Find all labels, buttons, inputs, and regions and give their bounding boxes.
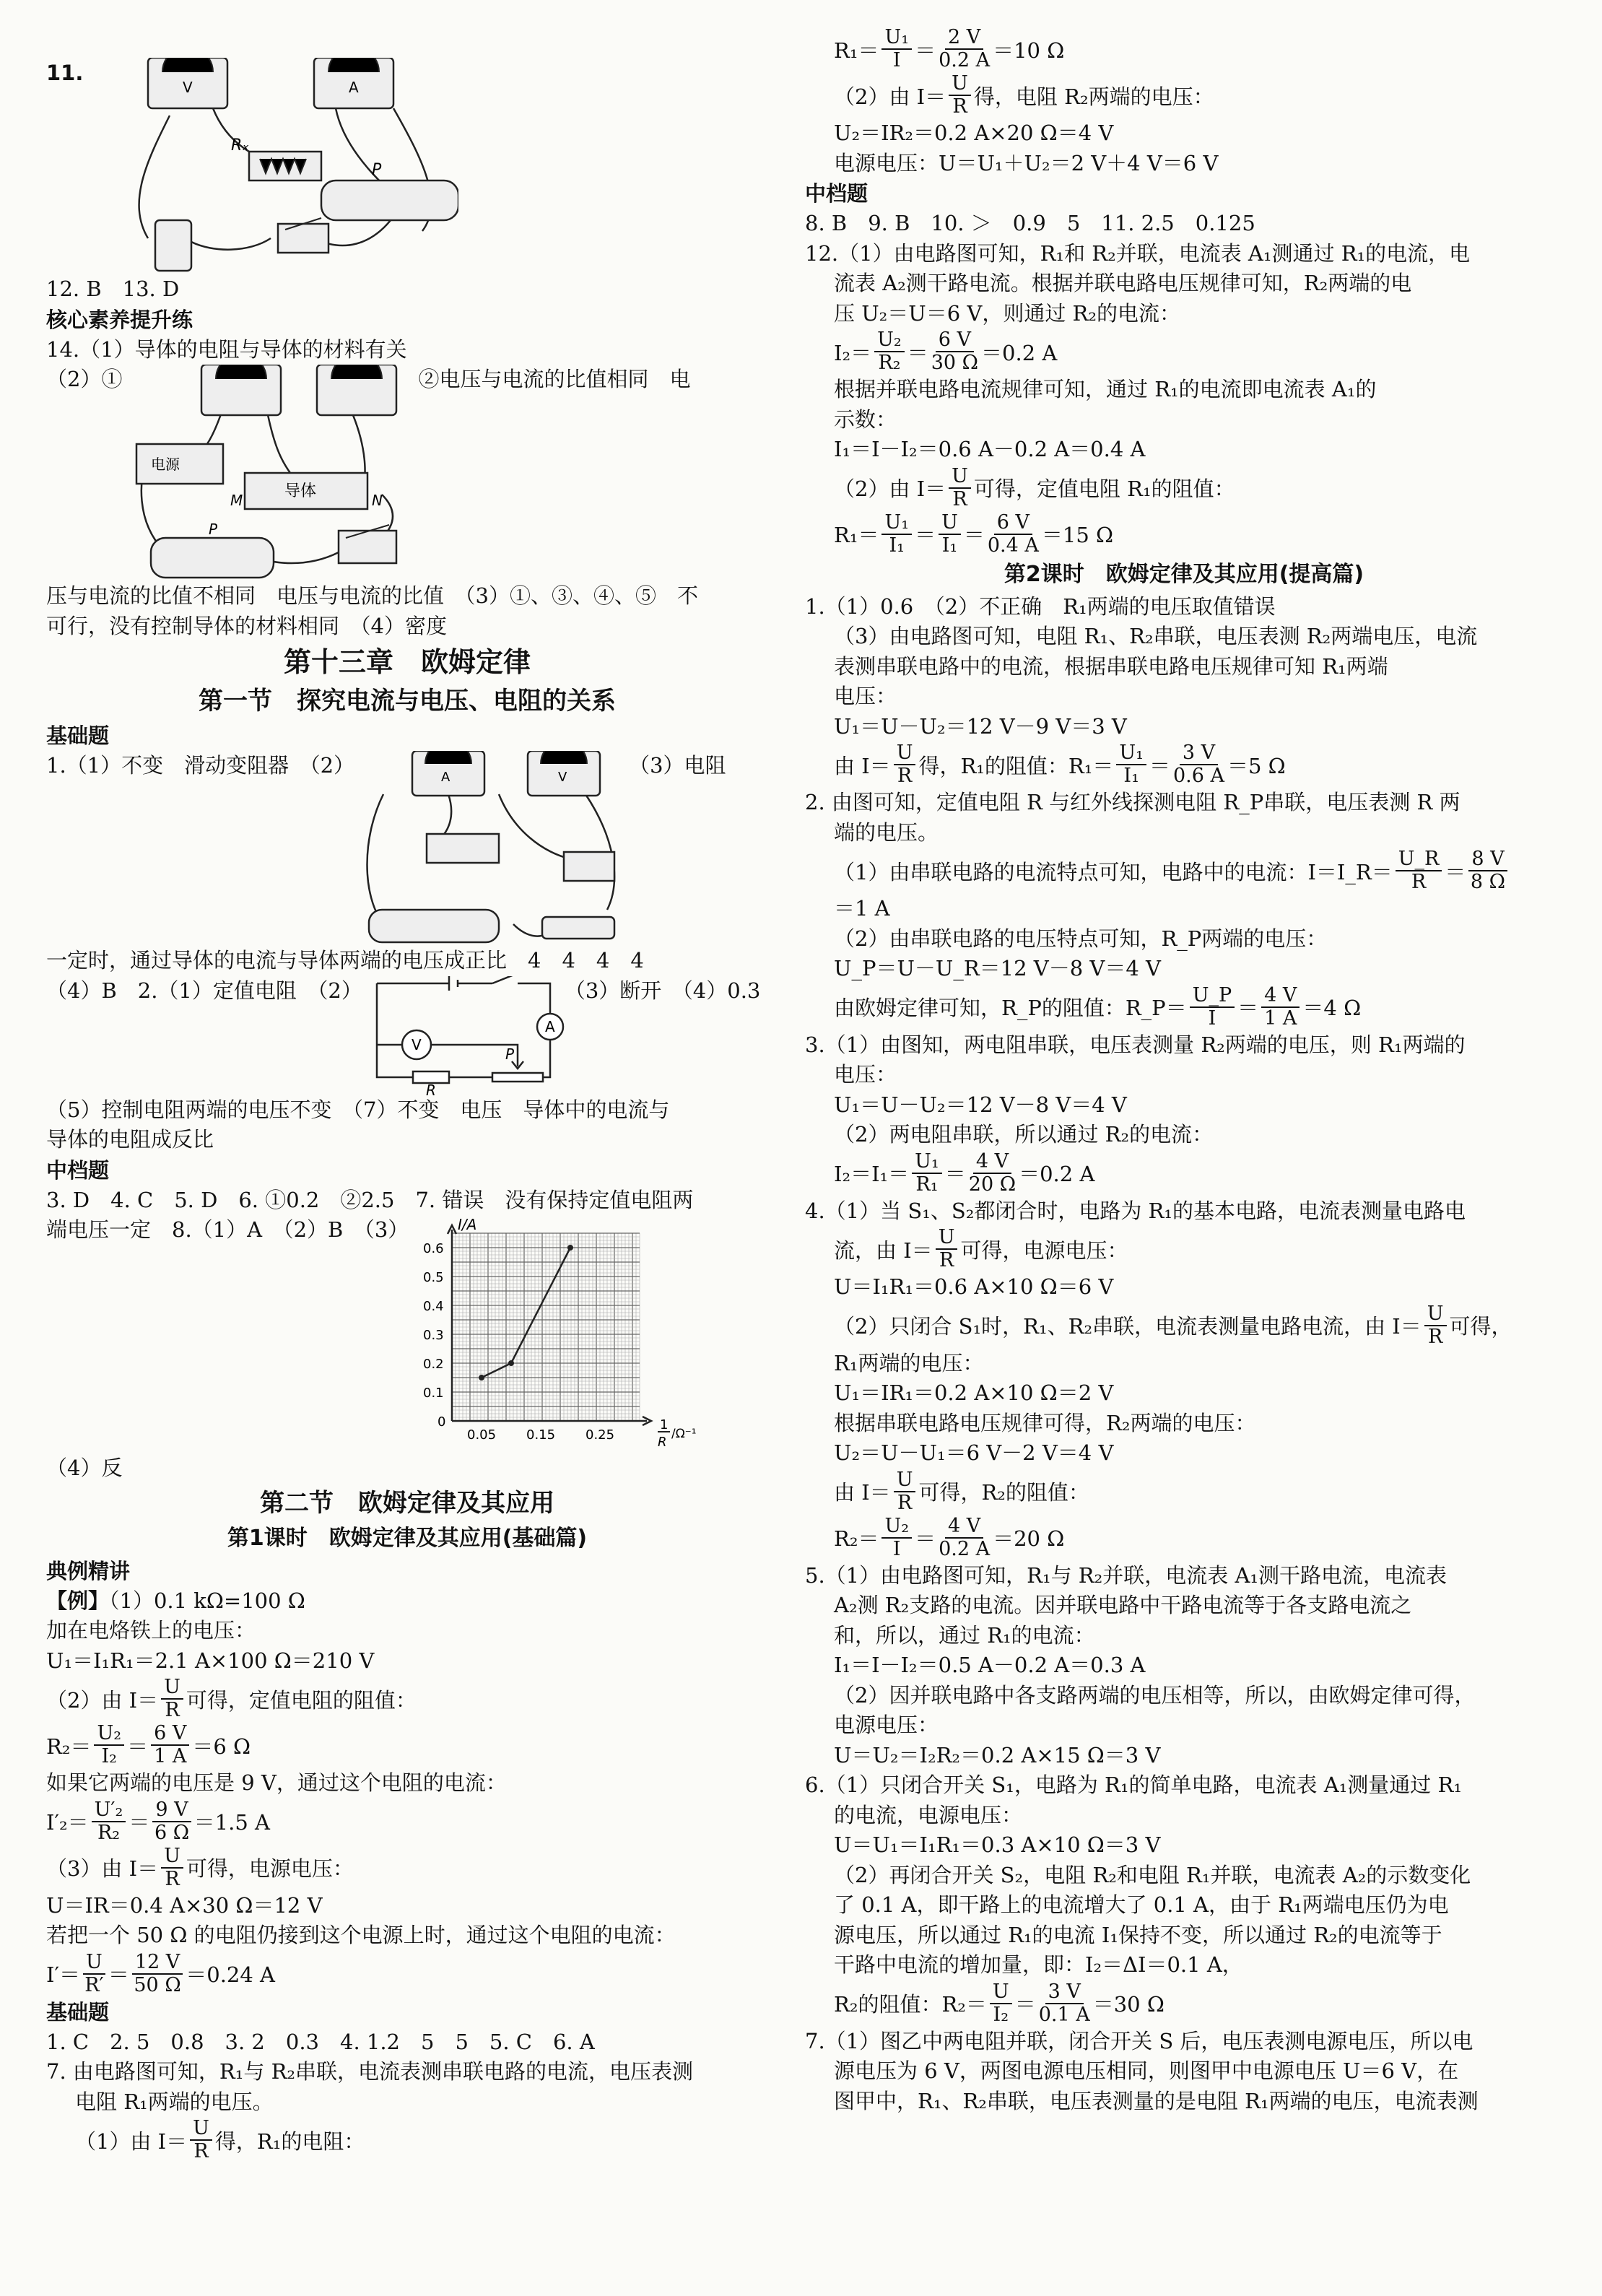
fraction — [931, 329, 978, 374]
fraction-numerator: 4 V — [973, 1151, 1011, 1174]
p16: U₁＝U－U₂＝12 V－8 V＝4 V — [834, 1092, 1127, 1117]
r7: 流表 A₂测干路电流。根据并联电路电压规律可知，R₂两端的电 — [834, 271, 1412, 295]
fraction-numerator: U₂ — [874, 329, 905, 352]
q11-voltmeter-label: V — [183, 79, 193, 96]
y-tick-label: 0.6 — [423, 1241, 444, 1256]
p25: 根据串联电路电压规律可得，R₂两端的电压： — [834, 1410, 1256, 1435]
fraction-numerator: U — [894, 1469, 916, 1492]
lesson2-title: 第2课时 欧姆定律及其应用(提高篇) — [1004, 561, 1364, 587]
b2-voltmeter-label: V — [411, 1035, 422, 1053]
fraction-denominator: R₂ — [878, 352, 901, 374]
fraction — [1116, 742, 1146, 787]
r8: 压 U₂＝U＝6 V，则通过 R₂的电流： — [834, 300, 1181, 326]
fraction — [1396, 848, 1442, 893]
fraction-numerator: 3 V — [1180, 742, 1218, 765]
p33: （2）因并联电路中各支路两端的电压相等，所以，由欧姆定律可得， — [834, 1682, 1476, 1708]
fraction-numerator: U — [161, 1677, 183, 1700]
q14-conductor-label: 导体 — [284, 482, 317, 500]
fraction-numerator: U₁ — [1116, 742, 1146, 765]
fraction — [1173, 742, 1224, 787]
section1-title: 第一节 探究电流与电压、电阻的关系 — [199, 687, 616, 716]
fraction-denominator: 0.2 A — [939, 1537, 991, 1560]
q11-rx-label: Rₓ — [231, 136, 250, 155]
fraction-numerator: U₁ — [912, 1151, 942, 1174]
q14-1: 14.（1）导体的电阻与导体的材料有关 — [46, 336, 407, 362]
fraction-denominator: I₁ — [889, 534, 905, 557]
q14-n-label: N — [372, 492, 383, 509]
ex5-line: R₂＝ $\frac{\text{U₂}}{\text{I₂}}$ ＝ $\frac{6 V}{1 A}$ ＝6 Ω — [46, 1722, 251, 1767]
section-basic: 基础题 — [46, 723, 110, 748]
fraction — [1190, 985, 1235, 1030]
graph-x-label-unit: /Ω⁻¹ — [671, 1427, 697, 1441]
m2-row — [46, 1215, 768, 1453]
fraction-numerator: 8 V — [1468, 848, 1507, 871]
x-tick-label: 0.15 — [526, 1427, 556, 1443]
fraction — [1039, 1981, 1090, 2026]
fraction-denominator: R — [952, 487, 967, 510]
q11-number: 11. — [46, 61, 84, 85]
p3: 表测串联电路中的电流，根据串联电路电压规律可知 R₁两端 — [834, 653, 1388, 679]
fraction-denominator: R — [1427, 1325, 1443, 1348]
b1-2: 一定时，通过导体的电流与导体两端的电压成正比 4 4 4 4 — [46, 948, 644, 973]
p43-line: R₂的阻值：R₂＝ $\frac{U}{\text{I₂}}$ ＝ $\frac{3 V}{0.1 A}$ ＝30 Ω — [834, 1980, 1165, 2026]
r14-line: R₁＝ $\frac{\text{U₁}}{\text{I₁}}$ ＝ $\frac{U}{\text{I₁}}$ ＝ $\frac{6 V}{0.4 A}$ ＝15 Ω — [834, 510, 1114, 557]
p6-line: 由 I＝ $\frac{U}{R}$ 得，R₁的阻值：R₁＝ $\frac{\text{U₁}}{\text{I₁}}$ ＝ $\frac{3 V}{0.6 A}$ ＝5 Ω — [834, 742, 1286, 787]
p22-line: （2）只闭合 S₁时，R₁、R₂串联，电流表测量电路电流，由 I＝ $\frac{U}{R}$ 可得， — [834, 1302, 1512, 1348]
r12: I₁＝I－I₂＝0.6 A－0.2 A＝0.4 A — [834, 437, 1146, 461]
q11-ammeter-label: A — [349, 79, 360, 96]
fraction-denominator: 1 A — [154, 1745, 187, 1767]
data-point — [567, 1245, 573, 1251]
p20-line: 流，由 I＝ $\frac{U}{R}$ 可得，电源电压： — [834, 1226, 1128, 1271]
fraction-numerator: U — [161, 1845, 183, 1869]
right-section-mid: 中档题 — [805, 181, 869, 206]
graph-grid — [452, 1233, 640, 1421]
p37: 的电流，电源电压： — [834, 1802, 1023, 1827]
p4: 电压： — [834, 684, 897, 708]
p1: 1.（1）0.6 （2）不正确 R₁两端的电压取值错误 — [805, 593, 1276, 619]
bb1: 1. C 2. 5 0.8 3. 2 0.3 4. 1.2 5 5 5. C 6. A — [46, 2029, 595, 2054]
q14-circuit-figure — [122, 365, 418, 581]
q14-row — [46, 365, 768, 581]
b1-circuit-figure — [354, 751, 629, 946]
fraction — [990, 1981, 1012, 2026]
b1-3: （4）B 2.（1）定值电阻 （2） — [46, 978, 362, 1003]
p28-line: R₂＝ $\frac{\text{U₂}}{I}$ ＝ $\frac{4 V}{0.2 A}$ ＝20 Ω — [834, 1514, 1065, 1560]
fraction-denominator: R — [165, 1867, 180, 1890]
p9-line: （1）由串联电路的电流特点可知，电路中的电流：I＝I_R＝ $\frac{U\_R}{R}$ ＝ $\frac{8 V}{8 \Omega}$ — [805, 848, 1563, 894]
bb2: 7. 由电路图可知，R₁与 R₂串联，电流表测串联电路的电流，电压表测 — [46, 2059, 694, 2084]
fraction-numerator: U — [1424, 1303, 1447, 1326]
p40: 了 0.1 A，即干路上的电流增大了 0.1 A，由于 R₁两端电压仍为电 — [834, 1892, 1449, 1917]
b1-ammeter-label: A — [441, 770, 450, 785]
fraction — [151, 1723, 189, 1767]
p24: U₁＝IR₁＝0.2 A×10 Ω＝2 V — [834, 1380, 1114, 1405]
fraction-numerator: 6 V — [936, 329, 974, 352]
fraction-denominator: I₁ — [1123, 765, 1139, 787]
fraction — [939, 27, 990, 71]
q14-2a: （2）① — [46, 367, 123, 391]
ex8-line: （3）由 I＝ $\frac{U}{R}$ 可得，电源电压： — [46, 1844, 354, 1890]
fraction-numerator: U_R — [1396, 848, 1442, 871]
p15: 电压： — [834, 1062, 897, 1087]
m1: 3. D 4. C 5. D 6. ①0.2 ②2.5 7. 错误 没有保持定值电阻两 — [46, 1187, 694, 1212]
fraction-numerator: 6 V — [994, 512, 1032, 535]
left-column — [46, 58, 768, 2163]
fraction-denominator: R — [193, 2140, 209, 2162]
y-tick-label: 0.1 — [423, 1386, 444, 1401]
p23: R₁两端的电压： — [834, 1350, 984, 1375]
fraction-numerator: U_P — [1190, 985, 1235, 1008]
ex9: U＝IR＝0.4 A×30 Ω＝12 V — [46, 1892, 323, 1918]
p29: 5.（1）由电路图可知，R₁与 R₂并联，电流表 A₁测干路电流，电流表 — [805, 1562, 1448, 1588]
q14-2b: ②电压与电流的比值相同 电 — [418, 367, 691, 391]
fraction-denominator: 50 Ω — [134, 1973, 181, 1996]
b1-3-row — [46, 976, 768, 1095]
fraction-numerator: U — [949, 466, 971, 489]
ex7-line: I′₂＝ $\frac{\text{U′₂}}{\text{R₂}}$ ＝ $\frac{9 V}{6 \Omega}$ ＝1.5 A — [46, 1798, 270, 1844]
fraction — [94, 1723, 124, 1767]
fraction-denominator: I₂ — [101, 1745, 118, 1767]
fraction-denominator: 0.4 A — [987, 534, 1039, 557]
x-tick-label: 0.25 — [585, 1427, 615, 1443]
p11: （2）由串联电路的电压特点可知，R_P两端的电压： — [834, 926, 1328, 951]
ex1-line — [46, 1586, 768, 1617]
r2-line: （2）由 I＝ $\frac{U}{R}$ 得，电阻 R₂两端的电压： — [834, 72, 1214, 118]
r1-line: R₁＝ $\frac{\text{U₁}}{I}$ ＝ $\frac{2 V}{0.2 A}$ ＝10 Ω — [834, 26, 1065, 71]
fraction-numerator: 2 V — [945, 27, 983, 50]
r9-line: I₂＝ $\frac{\text{U₂}}{\text{R₂}}$ ＝ $\frac{6 V}{30 \Omega}$ ＝0.2 A — [834, 329, 1058, 374]
ex1: （1）0.1 kΩ=100 Ω — [109, 1588, 305, 1613]
fraction-u-over-r — [161, 1845, 183, 1890]
p32: I₁＝I－I₂＝0.5 A－0.2 A＝0.3 A — [834, 1653, 1146, 1677]
fraction-denominator: 0.6 A — [1172, 765, 1225, 787]
fraction-numerator: U — [190, 2118, 212, 2141]
i-vs-1-over-r-graph — [409, 1215, 712, 1453]
fraction — [939, 512, 961, 557]
bb4-line: （1）由 I＝ $\frac{U}{R}$ 得，R₁的电阻： — [75, 2117, 365, 2162]
p45: 源电压为 6 V，两图电源电压相同，则图甲中电源电压 U＝6 V，在 — [834, 2058, 1459, 2083]
fraction-denominator: R₂ — [97, 1821, 121, 1844]
fraction-numerator: 4 V — [1261, 985, 1300, 1008]
fraction-numerator: 4 V — [945, 1516, 983, 1539]
p12: U_P＝U－U_R＝12 V－8 V＝4 V — [834, 956, 1161, 980]
q14-3: 压与电流的比值不相同 电压与电流的比值 （3）①、③、④、⑤ 不 — [46, 583, 698, 608]
fraction-denominator: 0.2 A — [939, 49, 991, 71]
p7: 2. 由图可知，定值电阻 R 与红外线探测电阻 R_P串联，电压表测 R 两 — [805, 790, 1460, 814]
fraction-u-over-r — [894, 1469, 916, 1514]
right-column — [805, 26, 1563, 2116]
p18-line: I₂＝I₁＝ $\frac{\text{U₁}}{\text{R₁}}$ ＝ $\frac{4 V}{20 \Omega}$ ＝0.2 A — [834, 1149, 1095, 1196]
m2: 端电压一定 8.（1）A （2）B （3） — [46, 1217, 409, 1242]
b2-ammeter-label: A — [544, 1017, 555, 1035]
fraction-numerator: 6 V — [151, 1723, 189, 1746]
fraction-numerator: U — [939, 512, 961, 535]
p14: 3.（1）由图知，两电阻串联，电压表测量 R₂两端的电压，则 R₁两端的 — [805, 1032, 1466, 1057]
p42: 干路中电流的增加量，即：I₂＝ΔI＝0.1 A， — [834, 1952, 1243, 1977]
fraction — [92, 1799, 126, 1844]
p41: 源电压，所以通过 R₁的电流 I₁保持不变，所以通过 R₂的电流等于 — [834, 1922, 1442, 1947]
data-point — [479, 1375, 484, 1380]
p44: 7.（1）图乙中两电阻并联，闭合开关 S 后，电压表测电源电压，所以电 — [805, 2028, 1473, 2053]
y-tick-label: 0 — [437, 1414, 446, 1430]
fraction-numerator: U₁ — [881, 27, 912, 50]
section2-title: 第二节 欧姆定律及其应用 — [260, 1488, 554, 1518]
q14-4: 可行，没有控制导体的材料相同 （4）密度 — [46, 613, 447, 638]
section-basic-2: 基础题 — [46, 1999, 110, 2025]
q11-circuit-figure — [83, 58, 458, 274]
b2-r-label: R — [425, 1081, 436, 1095]
fraction-denominator: R′ — [84, 1973, 104, 1996]
fraction-numerator: U — [949, 73, 971, 96]
p31: 和，所以，通过 R₁的电流： — [834, 1622, 1095, 1648]
b1-5: 导体的电阻成反比 — [46, 1127, 214, 1152]
ex6: 如果它两端的电压是 9 V，通过这个电阻的电流： — [46, 1770, 507, 1795]
fraction — [83, 1952, 105, 1996]
fraction — [912, 1151, 942, 1196]
p35: U＝U₂＝I₂R₂＝0.2 A×15 Ω＝3 V — [834, 1742, 1161, 1767]
fraction-denominator: 0.1 A — [1038, 2003, 1090, 2026]
fraction-denominator: R₁ — [915, 1173, 939, 1196]
b1-row — [46, 751, 768, 946]
p30: A₂测 R₂支路的电流。因并联电路中干路电流等于各支路电流之 — [834, 1593, 1412, 1617]
fraction — [874, 329, 905, 374]
fraction-u-over-r — [936, 1227, 958, 1271]
fraction-u-over-r — [949, 466, 971, 510]
fraction-denominator: I₂ — [993, 2003, 1009, 2026]
p2: （3）由电路图可知，电阻 R₁、R₂串联，电压表测 R₂两端电压，电流 — [834, 624, 1478, 648]
p8: 端的电压。 — [834, 819, 939, 845]
fraction-denominator: I — [892, 1537, 901, 1560]
fraction-numerator: 3 V — [1045, 1981, 1084, 2004]
b2-p-label: P — [505, 1045, 514, 1063]
fraction-u-over-r — [949, 73, 971, 118]
fraction-numerator: 12 V — [132, 1952, 183, 1975]
fraction-denominator: 8 Ω — [1470, 871, 1506, 893]
q12-13-answers: 12. B 13. D — [46, 277, 180, 301]
fraction-u-over-r — [190, 2118, 212, 2162]
fraction-numerator: U — [894, 742, 916, 765]
x-tick-label: 0.05 — [467, 1427, 497, 1443]
fraction-denominator: I — [1208, 1006, 1216, 1030]
r4: 电源电压：U＝U₁＋U₂＝2 V＋4 V＝6 V — [834, 150, 1219, 175]
fraction — [132, 1952, 183, 1996]
fraction-u-over-r — [1424, 1303, 1447, 1348]
p39: （2）再闭合开关 S₂，电阻 R₂和电阻 R₁并联，电流表 A₂的示数变化 — [834, 1862, 1471, 1887]
fraction-numerator: U — [83, 1952, 105, 1975]
fraction-numerator: U₂ — [94, 1723, 124, 1746]
p10: ＝1 A — [834, 896, 890, 921]
fraction-denominator: R — [897, 1491, 913, 1514]
fraction-denominator: I₁ — [941, 534, 958, 557]
p34: 电源电压： — [834, 1713, 939, 1737]
fraction-numerator: 9 V — [152, 1799, 191, 1822]
fraction-denominator: I — [892, 49, 901, 71]
fraction — [152, 1799, 191, 1844]
fraction-denominator: 1 A — [1264, 1006, 1297, 1030]
b1-4: （5）控制电阻两端的电压不变 （7）不变 电压 导体中的电流与 — [46, 1097, 670, 1122]
q14-power-label: 电源 — [151, 456, 180, 473]
fraction-denominator: 30 Ω — [931, 352, 979, 374]
fraction-denominator: R — [897, 765, 913, 787]
fraction-denominator: R — [939, 1249, 954, 1271]
fraction-numerator: U′₂ — [92, 1799, 126, 1822]
section-mid: 中档题 — [46, 1157, 110, 1183]
ex4-line: （2）由 I＝ $\frac{U}{R}$ 可得，定值电阻的阻值： — [46, 1676, 417, 1721]
y-tick-label: 0.5 — [423, 1270, 444, 1285]
p21: U＝I₁R₁＝0.6 A×10 Ω＝6 V — [834, 1274, 1114, 1299]
ex11-line: I′＝ $\frac{U}{R'}$ ＝ $\frac{12 V}{50 \Omega}$ ＝0.24 A — [46, 1950, 275, 1996]
b1-1r: （3）电阻 — [629, 753, 726, 778]
m3: （4）反 — [46, 1456, 123, 1480]
b1-3r: （3）断开 （4）0.3 — [564, 978, 761, 1003]
fraction — [988, 512, 1039, 557]
p38: U＝U₁＝I₁R₁＝0.3 A×10 Ω＝3 V — [834, 1832, 1161, 1857]
r5: 8. B 9. B 10. ＞ 0.9 5 11. 2.5 0.125 — [805, 211, 1255, 235]
q14-p-label: P — [209, 521, 218, 538]
fraction — [1468, 848, 1507, 893]
q11-row — [46, 58, 768, 274]
fraction-u-over-r — [161, 1677, 183, 1721]
section-core-literacy: 核心素养提升练 — [46, 307, 193, 332]
r10: 根据并联电路电流规律可知，通过 R₁的电流即电流表 A₁的 — [834, 377, 1377, 401]
chapter-title: 第十三章 欧姆定律 — [283, 646, 531, 678]
y-tick-label: 0.2 — [423, 1357, 444, 1372]
fraction-denominator: 20 Ω — [968, 1173, 1017, 1196]
y-tick-label: 0.4 — [423, 1299, 444, 1314]
y-tick-label: 0.3 — [423, 1328, 444, 1343]
p46: 图甲中，R₁、R₂串联，电压表测量的是电阻 R₁两端的电压，电流表测 — [834, 2088, 1479, 2113]
fraction-numerator: U — [990, 1981, 1012, 2004]
fraction — [1261, 985, 1300, 1030]
fraction — [939, 1516, 990, 1560]
lesson1-title: 第1课时 欧姆定律及其应用(基础篇) — [227, 1525, 588, 1551]
fraction-denominator: R — [952, 95, 967, 118]
r6: 12.（1）由电路图可知，R₁和 R₂并联，电流表 A₁测通过 R₁的电流，电 — [805, 240, 1471, 266]
fraction-numerator: U₂ — [881, 1516, 912, 1539]
p17: （2）两电阻串联，所以通过 R₂的电流： — [834, 1122, 1214, 1147]
p5: U₁＝U－U₂＝12 V－9 V＝3 V — [834, 713, 1127, 739]
fraction-denominator: R — [165, 1699, 180, 1721]
ex-label: 【例】 — [46, 1588, 110, 1613]
fraction — [881, 1516, 912, 1560]
b1-1: 1.（1）不变 滑动变阻器 （2） — [46, 753, 355, 778]
r13-line: （2）由 I＝ $\frac{U}{R}$ 可得，定值电阻 R₁的阻值： — [834, 464, 1235, 510]
section-example: 典例精讲 — [46, 1558, 131, 1583]
r11: 示数： — [834, 406, 897, 432]
ex2: 加在电烙铁上的电压： — [46, 1618, 256, 1643]
b2-circuit-diagram — [362, 976, 565, 1095]
r3: U₂＝IR₂＝0.2 A×20 Ω＝4 V — [834, 121, 1114, 145]
q11-p-label: P — [372, 161, 382, 179]
fraction — [969, 1151, 1016, 1196]
data-point — [508, 1360, 514, 1366]
graph-x-label-num: 1 — [660, 1417, 669, 1432]
fraction-denominator: 6 Ω — [154, 1821, 190, 1844]
p19: 4.（1）当 S₁、S₂都闭合时，电路为 R₁的基本电路，电流表测量电路电 — [805, 1198, 1466, 1223]
fraction — [881, 27, 912, 71]
q14-m-label: M — [230, 492, 243, 509]
p36: 6.（1）只闭合开关 S₁，电路为 R₁的简单电路，电流表 A₁测量通过 R₁ — [805, 1773, 1462, 1797]
p27-line: 由 I＝ $\frac{U}{R}$ 可得，R₂的阻值： — [834, 1468, 1089, 1514]
ex3: U₁＝I₁R₁＝2.1 A×100 Ω＝210 V — [46, 1648, 375, 1673]
fraction-numerator: U₁ — [881, 512, 912, 535]
ex10: 若把一个 50 Ω 的电阻仍接到这个电源上时，通过这个电阻的电流： — [46, 1923, 676, 1947]
b1-voltmeter-label: V — [558, 770, 567, 785]
bb3: 电阻 R₁两端的电压。 — [75, 2089, 274, 2114]
fraction-denominator: R — [1411, 871, 1427, 893]
fraction-u-over-r — [894, 742, 916, 787]
p26: U₂＝U－U₁＝6 V－2 V＝4 V — [834, 1440, 1114, 1465]
p13-line: 由欧姆定律可知，R_P的阻值：R_P＝ $\frac{U\_P}{I}$ ＝ $\frac{4 V}{1 A}$ ＝4 Ω — [834, 983, 1362, 1030]
fraction — [881, 512, 912, 557]
graph-y-label: I/A — [458, 1216, 477, 1233]
fraction-numerator: U — [936, 1227, 958, 1250]
graph-x-label-den: R — [658, 1435, 667, 1450]
